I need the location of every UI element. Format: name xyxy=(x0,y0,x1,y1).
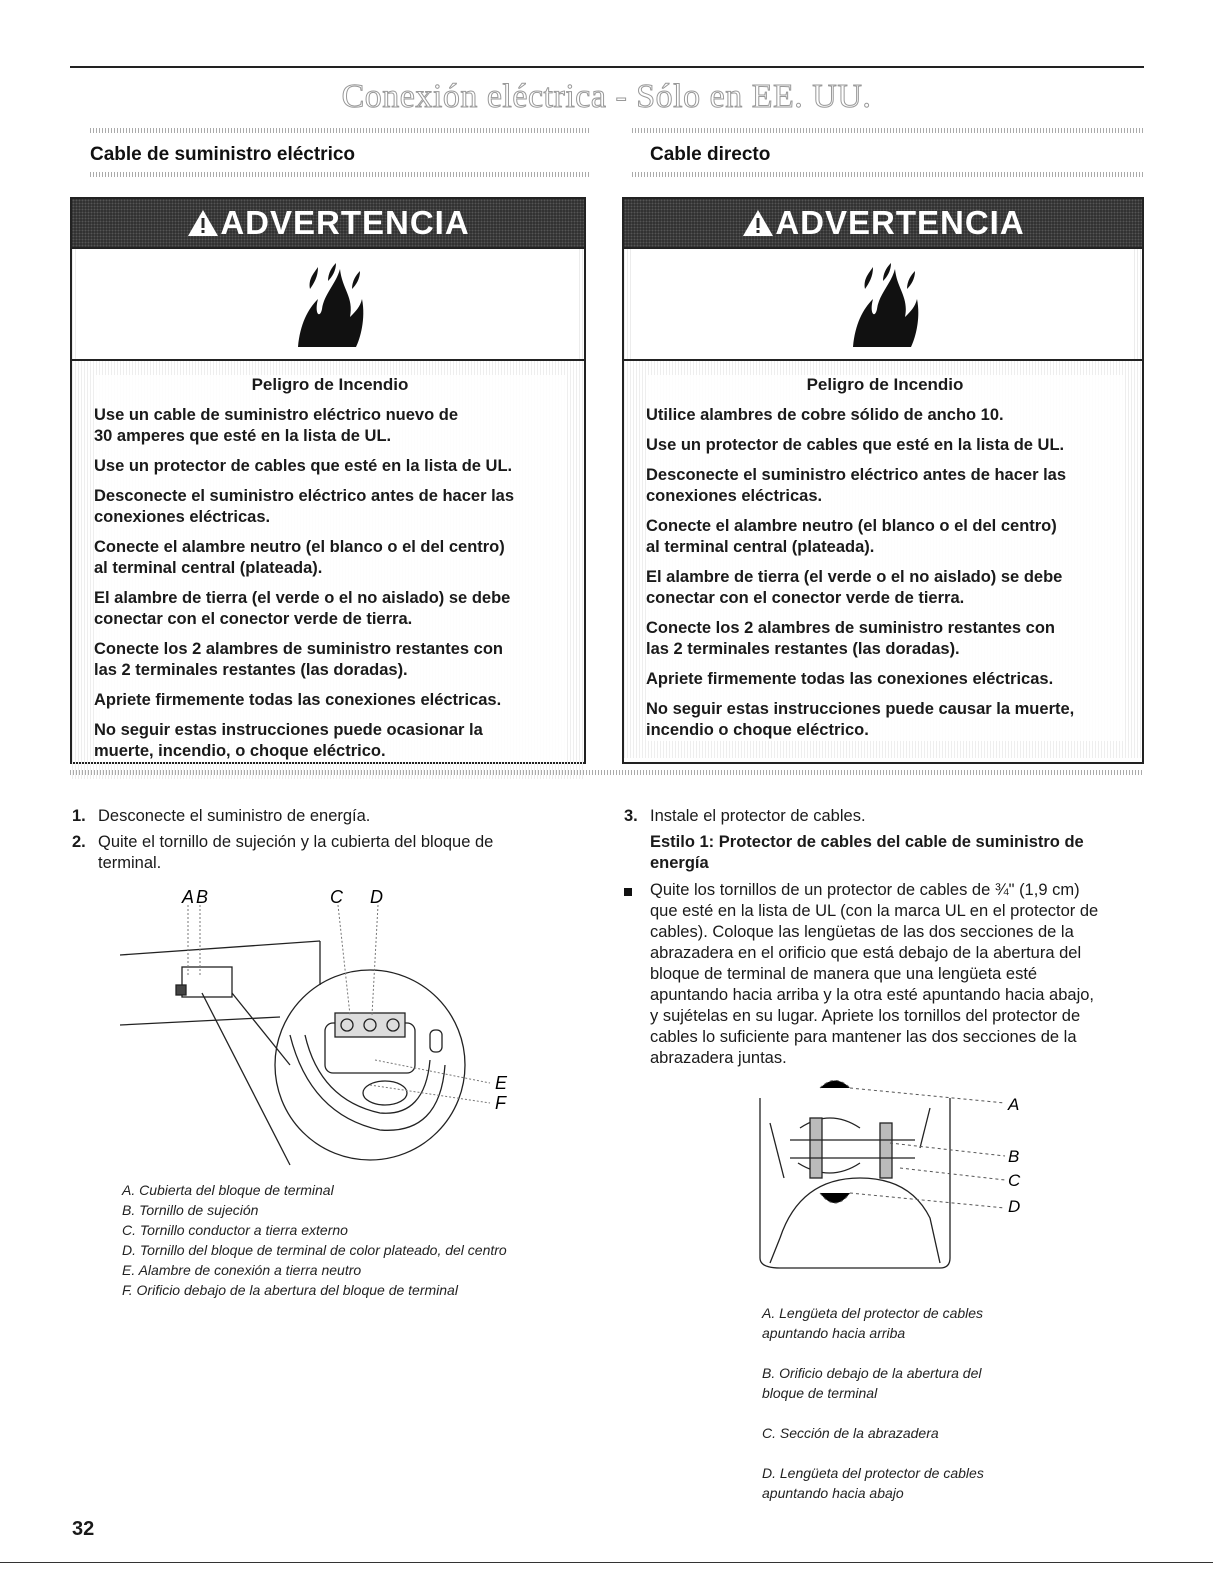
bottom-rule xyxy=(0,1562,1213,1563)
bullet-text: Quite los tornillos de un protector de cables de ¾" (1,9 cm) que esté en la lista de UL (con la marca UL en el protector de cables). Coloque las lengüetas de las dos secciones de la abrazadera en el orificio que está debajo de la abertura del bloque de terminal de manera que una lengüeta esté apuntando hacia arriba y la otra esté apuntando hacia abajo, y sujételas en su lugar. Apriete los tornillos del protector de cables lo suficiente para mantener las dos secciones de la abrazadera juntas. xyxy=(650,881,1099,1067)
hazard-icon-area xyxy=(624,247,1142,361)
warning-box-left xyxy=(70,197,586,764)
warning-banner-text: ADVERTENCIA xyxy=(220,204,470,241)
figure-captions-right: A. Lengüeta del protector de cables apuntando hacia arriba B. Orificio debajo de la abertura del bloque de terminal C. Sección de la abrazadera D. Lengüeta del protector de cables apuntando hacia abajo xyxy=(762,1305,984,1501)
dotted-divider xyxy=(632,172,1144,177)
dotted-divider xyxy=(90,172,590,177)
warning-body xyxy=(72,361,584,779)
figure-captions-left: A. Cubierta del bloque de terminal B. Tornillo de sujeción C. Tornillo conductor a tierra externo D. Tornillo del bloque de terminal de color plateado, del centro E. Alambre de conexión a tierra neutro F. Orificio debajo de la abertura del bloque de terminal xyxy=(122,1182,507,1298)
warning-line: Use un cable de suministro eléctrico nuevo de 30 amperes que esté en la lista de UL. xyxy=(94,406,459,445)
warning-line: No seguir estas instrucciones puede ocasionar la muerte, incendio, o choque eléctrico. xyxy=(94,721,483,760)
fire-hazard-icon xyxy=(288,259,368,349)
page-number: 32 xyxy=(72,1518,95,1540)
warning-line: Apriete firmemente todas las conexiones eléctricas. xyxy=(646,670,1054,688)
label-e: E xyxy=(495,1073,508,1093)
hazard-title: Peligro de Incendio xyxy=(251,375,409,394)
step-3: 3. Instale el protector de cables. xyxy=(624,807,866,825)
warning-line: No seguir estas instrucciones puede causar la muerte, incendio o choque eléctrico. xyxy=(646,700,1075,739)
label-a: A xyxy=(182,887,195,907)
fire-hazard-icon xyxy=(843,259,923,349)
label-b: B xyxy=(196,887,209,907)
bullet-icon xyxy=(624,888,632,896)
warning-line: Conecte los 2 alambres de suministro restantes con las 2 terminales restantes (las doradas). xyxy=(646,619,1055,658)
warning-line: El alambre de tierra (el verde o el no aislado) se debe conectar con el conector verde de tierra. xyxy=(94,589,511,628)
section-heading-power-cord: Cable de suministro eléctrico xyxy=(90,144,356,165)
warning-box-right xyxy=(622,197,1144,764)
step-2: 2. Quite el tornillo de sujeción y la cubierta del bloque de terminal. xyxy=(72,833,494,872)
warning-banner-text: ADVERTENCIA xyxy=(775,204,1025,241)
warning-line: Conecte el alambre neutro (el blanco o el del centro) al terminal central (plateada). xyxy=(94,538,505,577)
hazard-title: Peligro de Incendio xyxy=(806,375,964,394)
warning-line: Apriete firmemente todas las conexiones eléctricas. xyxy=(94,691,502,709)
label-a: A xyxy=(1008,1095,1020,1114)
warning-triangle-icon xyxy=(741,208,775,238)
warning-lines xyxy=(646,405,1124,741)
warning-line: El alambre de tierra (el verde o el no aislado) se debe conectar con el conector verde de tierra. xyxy=(646,568,1063,607)
page-title: Conexión eléctrica - Sólo en EE. UU. xyxy=(341,78,872,115)
warning-line: Conecte el alambre neutro (el blanco o el del centro) al terminal central (plateada). xyxy=(646,517,1057,556)
label-c: C xyxy=(330,887,343,907)
label-b: B xyxy=(1008,1147,1020,1166)
terminal-block-diagram xyxy=(120,885,540,1185)
warning-body xyxy=(624,361,1142,758)
step-1: 1. Desconecte el suministro de energía. xyxy=(72,807,371,825)
label-d: D xyxy=(370,887,383,907)
warning-line: Utilice alambres de cobre sólido de ancho 10. xyxy=(646,406,1004,424)
style-1-heading: Estilo 1: Protector de cables del cable de suministro de energía xyxy=(650,833,1084,872)
label-d: D xyxy=(1008,1197,1021,1216)
warning-line: Conecte los 2 alambres de suministro restantes con las 2 terminales restantes (las doradas). xyxy=(94,640,503,679)
warning-banner xyxy=(72,199,584,247)
top-rule xyxy=(70,66,1144,68)
warning-banner xyxy=(624,199,1142,247)
warning-line: Use un protector de cables que esté en la lista de UL. xyxy=(646,436,1065,454)
label-f: F xyxy=(495,1093,506,1113)
dotted-divider xyxy=(632,128,1144,133)
warning-line: Desconecte el suministro eléctrico antes de hacer las conexiones eléctricas. xyxy=(646,466,1067,505)
label-c: C xyxy=(1008,1171,1021,1190)
hazard-icon-area xyxy=(72,247,584,361)
warning-lines xyxy=(94,405,566,762)
dotted-divider xyxy=(90,128,590,133)
dotted-divider xyxy=(70,770,1144,775)
warning-line: Desconecte el suministro eléctrico antes de hacer las conexiones eléctricas. xyxy=(94,487,515,526)
warning-triangle-icon xyxy=(186,208,220,238)
cable-clamp-diagram xyxy=(740,1068,1040,1278)
warning-line: Use un protector de cables que esté en la lista de UL. xyxy=(94,457,513,475)
section-heading-direct-wire: Cable directo xyxy=(650,144,771,165)
